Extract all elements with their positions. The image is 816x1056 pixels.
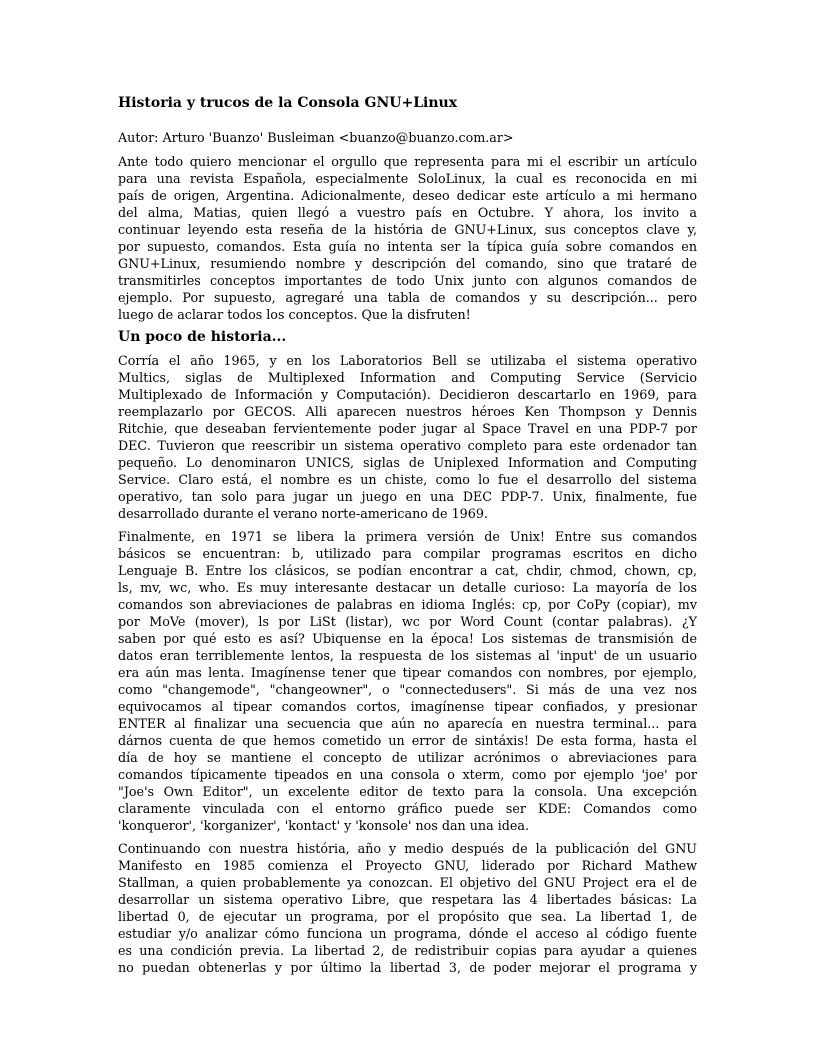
paragraph xyxy=(118,352,697,522)
text-line: Continuando con nuestra história, año y medio después de la publicación del GNU xyxy=(118,841,697,856)
text-line: libertad 0, de ejecutar un programa, por el propósito que sea. La libertad 1, de xyxy=(118,909,697,924)
text-line: operativo, tan solo para jugar un juego en una DEC PDP-7. Unix, finalmente, fue xyxy=(118,489,697,504)
text-line: claramente vinculada con el entorno gráfico puede ser KDE: Comandos como xyxy=(118,801,697,816)
text-line: Lenguaje B. Entre los clásicos, se podían encontrar a cat, chdir, chmod, chown, cp, xyxy=(118,563,697,578)
text-line: desarrollar un sistema operativo Libre, que respetara las 4 libertades básicas: La xyxy=(118,892,697,907)
text-line: día de hoy se mantiene el concepto de utilizar acrónimos o abreviaciones para xyxy=(118,750,697,765)
text-line: Corría el año 1965, y en los Laboratorios Bell se utilizaba el sistema operativo xyxy=(118,353,697,368)
text-line: transmitirles conceptos importantes de todo Unix junto con algunos comandos de xyxy=(118,273,697,288)
text-line: para una revista Española, especialmente SoloLinux, la cual es reconocida en mi xyxy=(118,171,697,186)
text-line: Stallman, a quien probablemente ya conozcan. El objetivo del GNU Project era el de xyxy=(118,875,697,890)
text-line: ls, mv, wc, who. Es muy interesante destacar un detalle curioso: La mayoría de los xyxy=(118,580,697,595)
text-line: por supuesto, comandos. Esta guía no intenta ser la típica guía sobre comandos en xyxy=(118,239,697,254)
text-line: reemplazarlo por GECOS. Alli aparecen nuestros héroes Ken Thompson y Dennis xyxy=(118,404,697,419)
text-line: GNU+Linux, resumiendo nombre y descripción del comando, sino que trataré de xyxy=(118,256,697,271)
paragraph xyxy=(118,153,697,323)
paragraph xyxy=(118,528,697,834)
text-line: era aún mas lenta. Imagínense tener que tipear comandos con nombres, por ejemplo, xyxy=(118,665,697,680)
text-line: continuar leyendo esta reseña de la história de GNU+Linux, sus conceptos clave y, xyxy=(118,222,697,237)
section-heading: Un poco de historia... xyxy=(118,329,287,345)
text-line: ejemplo. Por supuesto, agregaré una tabla de comandos y su descripción... pero xyxy=(118,290,697,305)
text-line: del alma, Matias, quien llegó a vuestro país en Octubre. Y ahora, los invito a xyxy=(118,205,697,220)
text-line: es una condición previa. La libertad 2, de redistribuir copias para ayudar a quienes xyxy=(118,943,697,958)
text-line: por MoVe (mover), ls por LiSt (listar), wc por Word Count (contar palabras). ¿Y xyxy=(118,614,697,629)
text-line: país de origen, Argentina. Adicionalmente, deseo dedicar este artículo a mi hermano xyxy=(118,188,697,203)
text-line: como "changemode", "changeowner", o "connectedusers". Si más de una vez nos xyxy=(118,682,697,697)
text-line: saben por qué esto es así? Ubiquense en la época! Los sistemas de transmisión de xyxy=(118,631,697,646)
text-line: "Joe's Own Editor", un excelente editor de texto para la consola. Una excepción xyxy=(118,784,697,799)
text-line: luego de aclarar todos los conceptos. Que la disfruten! xyxy=(118,307,471,322)
text-line: Ante todo quiero mencionar el orgullo que representa para mi el escribir un artículo xyxy=(118,154,697,169)
text-line: 'konqueror', 'korganizer', 'kontact' y 'konsole' nos dan una idea. xyxy=(118,818,529,833)
text-line: Finalmente, en 1971 se libera la primera versión de Unix! Entre sus comandos xyxy=(118,529,697,544)
text-line: estudiar y/o analizar cómo funciona un programa, dónde el acceso al código fuente xyxy=(118,926,697,941)
text-line: Multiplexado de Información y Computación). Decidieron descartarlo en 1969, para xyxy=(118,387,697,402)
text-line: comandos típicamente tipeados en una consola o xterm, como por ejemplo 'joe' por xyxy=(118,767,697,782)
text-line: básicos se encuentran: b, utilizado para compilar programas escritos en dicho xyxy=(118,546,697,561)
text-line: desarrollado durante el verano norte-americano de 1969. xyxy=(118,506,488,521)
text-line: Manifesto en 1985 comienza el Proyecto GNU, liderado por Richard Mathew xyxy=(118,858,697,873)
text-line: comandos son abreviaciones de palabras en idioma Inglés: cp, por CoPy (copiar), mv xyxy=(118,597,697,612)
page-title: Historia y trucos de la Consola GNU+Linux xyxy=(118,95,458,111)
text-line: no puedan obtenerlas y por último la libertad 3, de poder mejorar el programa y xyxy=(118,960,697,975)
text-line: equivocamos al tipear comandos cortos, imagínense tipear confiados, y presionar xyxy=(118,699,697,714)
text-line: pequeño. Lo denominaron UNICS, siglas de Uniplexed Information and Computing xyxy=(118,455,697,470)
text-line: ENTER al finalizar una secuencia que aún no aparecía en nuestra terminal... para xyxy=(118,716,697,731)
paragraph xyxy=(118,840,697,976)
text-line: dárnos cuenta de que hemos cometido un error de sintáxis! De esta forma, hasta el xyxy=(118,733,697,748)
text-line: Multics, siglas de Multiplexed Information and Computing Service (Servicio xyxy=(118,370,697,385)
text-line: Ritchie, que deseaban fervientemente poder jugar al Space Travel en una PDP-7 por xyxy=(118,421,697,436)
author-line: Autor: Arturo 'Buanzo' Busleiman <buanzo@buanzo.com.ar> xyxy=(118,130,514,145)
article-body xyxy=(118,153,697,976)
text-line: datos eran terriblemente lentos, la respuesta de los sistemas al 'input' de un usuario xyxy=(118,648,697,663)
text-line: DEC. Tuvieron que reescribir un sistema operativo completo para este ordenador tan xyxy=(118,438,697,453)
text-line: Service. Claro está, el nombre es un chiste, como lo fue el desarrollo del sistema xyxy=(118,472,697,487)
